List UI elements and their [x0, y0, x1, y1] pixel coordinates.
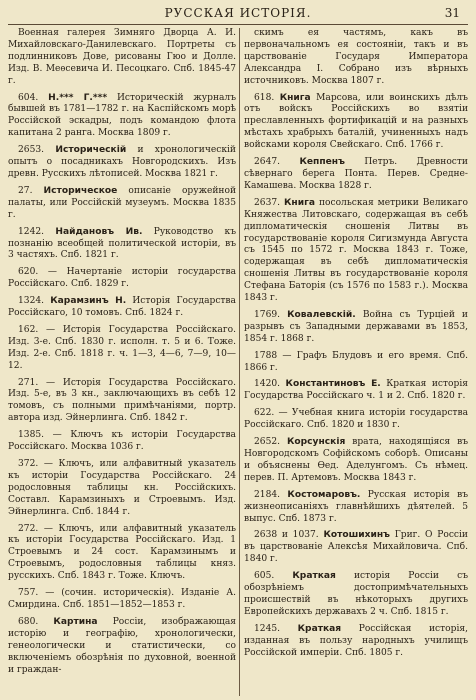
entry-text: Военная галерея Зимняго Дворца А. И. Михайловскаго-Данилевскаго. Портреты съ подлинниковъ Дове, рисованы Гюо и Долле. Изд. В. Меѳсевича И. Песоцкаго. Спб. 1845-47 г.: [8, 28, 236, 86]
catalog-entry: [244, 28, 468, 88]
entry-text: — Исторія Государства Россійскаго. Изд. 5-е, въ 3 кн., заключающихъ въ себѣ 12 томовъ, съ полными примѣчаніями, портр. автора изд. Эйнерлинга. Спб. 1842 г.: [8, 377, 236, 424]
entry-text: Краткая исторія Государства Россійскаго ч. 1 и 2. Спб. 1820 г.: [244, 379, 468, 402]
header-rule: [8, 24, 468, 25]
entry-number: 27.: [18, 185, 33, 196]
entry-keyword: Историческое: [43, 185, 118, 196]
catalog-entry: [8, 524, 236, 584]
entry-number: 622.: [254, 408, 275, 419]
entry-text: врата, находящіяся въ Новгородскомъ Софійскомъ соборѣ. Описаны и объяснены Ѳед. Аделунгомъ. Съ нѣмец. перев. П. Артемовъ. Москва 1843 г.: [244, 437, 468, 483]
columns: [8, 28, 468, 696]
entry-text: — Начертаніе исторіи государства Россійскаго. Спб. 1829 г.: [8, 267, 236, 290]
entry-text: Григ. О Россіи въ царствованіе Алексѣя Михайловича. Спб. 1840 г.: [244, 530, 468, 565]
catalog-entry: [244, 351, 468, 375]
entry-keyword: Карамзинъ Н.: [50, 296, 127, 307]
entry-text: описаніе оружейной палаты, или Россійскій музеумъ. Москва 1835 г.: [8, 185, 236, 220]
entry-number: 2653.: [18, 145, 45, 156]
catalog-entry: [8, 186, 236, 222]
entry-text: — Учебная книга исторіи государства Россійскаго. Спб. 1820 и 1830 г.: [244, 408, 468, 431]
entry-number: 2637.: [254, 197, 281, 208]
entry-text: посольская метрики Великаго Княжества Литовскаго, содержащая въ себѣ дипломатическія сношенія Литвы въ государствованіе короля Сигизмунда Августа съ 1545 по 1572 г. Москва 1843 г. Тоже, содержащая въ себѣ дипломатическія сношенія Литвы въ государствованіе короля Стефана Баторія (съ 1576 по 1583 г.). Москва 1843 г.: [244, 197, 468, 304]
entry-number: 1420.: [254, 379, 281, 390]
left-column: [8, 28, 236, 696]
entry-number: 1242.: [18, 226, 45, 237]
entry-keyword: Н.*** Г.***: [48, 92, 108, 103]
catalog-entry: [8, 459, 236, 519]
entry-number: 618.: [254, 92, 275, 103]
entry-number: 757.: [18, 588, 39, 599]
page-number: 31: [444, 6, 460, 20]
entry-number: 2652.: [254, 437, 281, 448]
catalog-entry: [8, 145, 236, 181]
entry-keyword: Корсунскія: [286, 437, 346, 448]
entry-text: Война съ Турціей и разрывъ съ Западными державами въ 1853, 1854 г. 1868 г.: [244, 309, 468, 344]
entry-number: 620.: [18, 267, 39, 278]
catalog-entry: [8, 325, 236, 373]
entry-keyword: Котошихинъ: [323, 530, 391, 541]
catalog-entry: [244, 437, 468, 485]
entry-text: — Ключъ къ исторіи Государства Россійскаго. Москва 1036 г.: [8, 430, 236, 453]
entry-text: Петръ. Древности сѣвернаго берега Понта. Перев. Средне-Камашева. Москва 1828 г.: [244, 157, 468, 191]
entry-number: 1788: [254, 350, 278, 361]
entry-number: 1385.: [18, 430, 45, 441]
catalog-entry: [244, 379, 468, 403]
entry-number: 680.: [18, 616, 39, 627]
entry-keyword: Кеппенъ: [299, 157, 345, 168]
entry-text: Руководство къ познанію всеобщей политической исторіи, въ 3 частяхъ. Спб. 1821 г.: [8, 226, 236, 261]
entry-text: — Ключъ, или алфавитный указатель къ исторіи Государства Россійскаго. 24 родословныя таблицы кн. Россійскихъ. Составл. Карамзиныхъ и Строевымъ. Изд. Эйнерлинга. Спб. 1844 г.: [8, 459, 236, 517]
catalog-entry: [244, 408, 468, 432]
catalog-entry: [8, 227, 236, 263]
catalog-entry: [8, 93, 236, 141]
entry-number: 1324.: [18, 296, 45, 307]
catalog-entry: [244, 624, 468, 660]
page-title: РУССКАЯ ИСТОРІЯ.: [164, 6, 312, 20]
catalog-entry: [244, 198, 468, 305]
catalog-entry: [8, 267, 236, 291]
catalog-entry: [8, 378, 236, 426]
catalog-entry: [244, 93, 468, 153]
entry-text: исторія Россіи съ обозрѣніемъ достопримѣчательныхъ происшествій въ нѣкоторыхъ другихъ Европейскихъ державахъ 2 ч. Спб. 1815 г.: [244, 571, 468, 617]
catalog-entry: [244, 310, 468, 346]
entry-text: Россіи, изображающая исторію и географію, хронологически, генеологически и статистически, со включеніемъ обозрѣнія по духовной, военной и граждан-: [8, 616, 236, 675]
entry-keyword: Константиновъ Е.: [285, 379, 381, 390]
catalog-entry: [8, 296, 236, 320]
catalog-entry: [8, 430, 236, 454]
catalog-entry: [244, 490, 468, 526]
entry-keyword: Краткая: [292, 571, 336, 582]
catalog-entry: [8, 617, 236, 677]
entry-keyword: Историческій: [55, 145, 127, 156]
entry-text: Историческій журналъ бывшей въ 1781—1782 г. на Каспійскомъ морѣ Россійской эскадры, подъ командою флота капитана 2 ранга. Москва 1809 г.: [8, 92, 236, 139]
entry-number: 604.: [18, 92, 39, 103]
catalog-entry: [244, 157, 468, 193]
entry-text: — Ключъ, или алфавитный указатель къ исторіи Государства Россійскаго. Изд. 1 Строевымъ и 24 сост. Карамзинымъ и Строевымъ, родословныя таблицы княз. русскихъ. Спб. 1843 г. Тоже. Ключъ.: [8, 523, 236, 582]
entry-keyword: Ковалевскій.: [287, 309, 356, 320]
right-column: [244, 28, 468, 696]
entry-keyword: Найдановъ Ив.: [55, 226, 143, 237]
page-header: [0, 0, 476, 24]
entry-keyword: Книга: [284, 197, 315, 208]
entry-number: 2638 и 1037.: [254, 530, 319, 541]
catalog-entry: [244, 571, 468, 619]
entry-text: Русская исторія въ жизнеописаніяхъ главнѣйшихъ дѣятелей. 5 выпус. Спб. 1873 г.: [244, 489, 468, 524]
catalog-entry: [8, 588, 236, 612]
entry-keyword: Краткая: [297, 623, 342, 634]
entry-number: 1769.: [254, 309, 281, 320]
entry-text: Марсова, или воинскихъ дѣлъ отъ войскъ Россійскихъ во взятіи преславленныхъ фортификацій и на разныхъ мѣстахъ храбрыхъ баталій, учиненныхъ надъ войсками короля Свейскаго. Спб. 1766 г.: [244, 92, 468, 151]
entry-keyword: Картина: [53, 616, 98, 627]
entry-number: 372.: [18, 459, 39, 469]
entry-keyword: Книга: [279, 92, 311, 103]
entry-number: 272.: [18, 523, 39, 534]
entry-text: скимъ ея частямъ, какъ въ первоначальномъ ея состояніи, такъ и въ царствованіе Государя Императора Александра I. Собрано изъ вѣрныхъ источниковъ. Москва 1807 г.: [244, 28, 468, 86]
entry-text: — Исторія Государства Россійскаго. Изд. 3-е. Спб. 1830 г. исполн. т. 5 и 6. Тоже. Изд. 2-е. Спб. 1818 г. ч. 1—3, 4—6, 7—9, 10—12.: [8, 324, 236, 371]
entry-text: и хронологическій опытъ о посадникахъ Новгородскихъ. Изъ древн. Русскихъ лѣтописей. Москва 1821 г.: [8, 145, 236, 179]
entry-number: 271.: [18, 377, 39, 388]
entry-text: — Графъ Блудовъ и его время. Спб. 1866 г.: [244, 350, 468, 373]
entry-number: 162.: [18, 324, 39, 335]
entry-number: 2647.: [254, 157, 281, 168]
entry-number: 605.: [254, 571, 275, 582]
catalog-entry: [8, 28, 236, 88]
catalog-entry: [244, 530, 468, 566]
entry-text: Исторія Государства Россійскаго, 10 томовъ. Спб. 1824 г.: [8, 296, 236, 319]
entry-keyword: Костомаровъ.: [287, 489, 361, 500]
column-divider: [239, 28, 240, 696]
entry-text: — (сочин. историческія). Изданіе А. Смирдина. Спб. 1851—1852—1853 г.: [8, 588, 236, 610]
entry-number: 2184.: [254, 489, 281, 500]
entry-number: 1245.: [254, 623, 281, 634]
entry-text: Россійская исторія, изданная въ пользу народныхъ училищъ Россійской имперіи. Спб. 1805 г.: [244, 623, 468, 658]
